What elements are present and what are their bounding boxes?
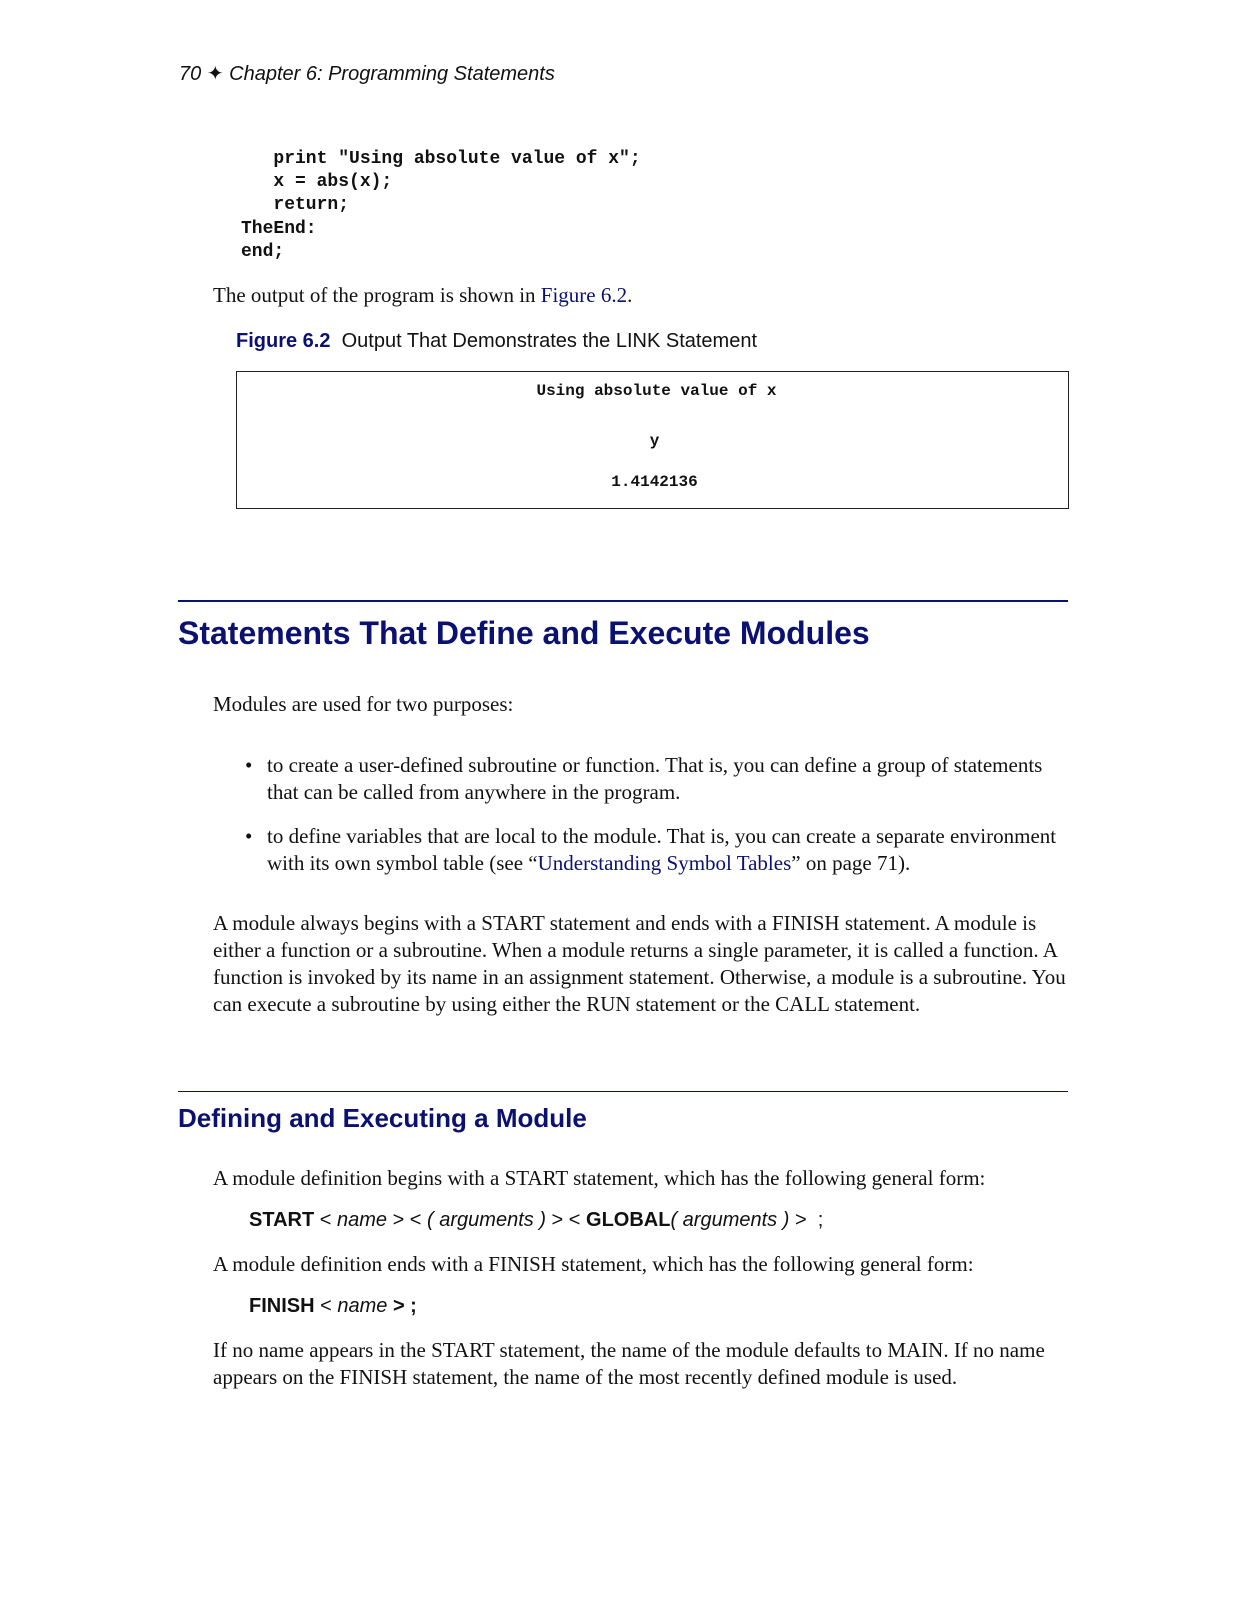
syntax-name: name	[336, 1209, 388, 1231]
bullet-marker: •	[245, 753, 253, 777]
syntax-terminator: > ;	[387, 1295, 417, 1317]
subsection-rule	[178, 1091, 1068, 1092]
syntax-bracket: <	[314, 1295, 338, 1317]
bullet-item	[267, 823, 1072, 877]
finish-syntax	[249, 1295, 417, 1318]
syntax-global-arguments: ( arguments )	[670, 1209, 790, 1231]
start-syntax	[249, 1209, 823, 1232]
output-intro-text: The output of the program is shown in	[213, 283, 541, 307]
start-intro: A module definition begins with a START statement, which has the following general form:	[213, 1166, 986, 1190]
output-value: 1.4142136	[611, 473, 698, 491]
section-heading: Statements That Define and Execute Modules	[178, 615, 870, 651]
code-line: x = abs(x);	[241, 172, 393, 192]
symbol-tables-link[interactable]: Understanding Symbol Tables	[537, 851, 792, 875]
output-intro-end: .	[627, 283, 633, 307]
modules-paragraph: A module always begins with a START statement and ends with a FINISH statement. A module is either a function or a subroutine. When a module returns a single parameter, it is called a function. A function is invoked by its name in an assignment statement. Otherwise, a module is a subroutine. You can execute a subroutine by using either the RUN statement or the CALL statement.	[213, 911, 1066, 1016]
separator-glyph: ✦	[206, 63, 224, 85]
start-keyword: START	[249, 1209, 315, 1231]
chapter-title: Chapter 6: Programming Statements	[229, 63, 555, 85]
figure-link[interactable]: Figure 6.2	[540, 283, 628, 307]
syntax-bracket: <	[314, 1209, 337, 1231]
code-line: return;	[241, 195, 350, 215]
output-column-header: y	[649, 432, 660, 450]
code-line: print "Using absolute value of x";	[241, 149, 641, 169]
code-line: TheEnd:	[241, 219, 317, 239]
figure-caption	[236, 330, 757, 353]
output-intro	[213, 282, 632, 309]
finish-keyword: FINISH	[249, 1295, 315, 1317]
figure-output-box	[236, 371, 1069, 509]
bullet-text: to define variables that are local to the module. That is, you can create a separate environment with its own symbol table (see “	[267, 824, 1057, 875]
finish-intro: A module definition ends with a FINISH statement, which has the following general form:	[213, 1252, 974, 1276]
global-keyword: GLOBAL	[586, 1209, 671, 1231]
syntax-terminator: > ;	[789, 1209, 824, 1231]
syntax-arguments: ( arguments )	[427, 1209, 546, 1231]
syntax-bracket: > <	[387, 1209, 428, 1231]
closing-paragraph: If no name appears in the START statement, the name of the module defaults to MAIN. If no name appears on the FINISH statement, the name of the most recently defined module is used.	[213, 1338, 1045, 1389]
figure-title: Output That Demonstrates the LINK Statement	[341, 330, 758, 352]
bullet-text-end: ” on page 71).	[791, 851, 911, 875]
output-line: Using absolute value of x	[536, 382, 777, 400]
subsection-heading: Defining and Executing a Module	[178, 1103, 587, 1133]
syntax-bracket: > <	[545, 1209, 587, 1231]
bullet-marker: •	[245, 824, 253, 848]
section-rule	[178, 600, 1068, 602]
bullet-item: to create a user-defined subroutine or function. That is, you can define a group of statements that can be called from anywhere in the program.	[267, 753, 1043, 804]
page-number: 70	[179, 63, 202, 85]
running-head	[179, 61, 555, 86]
syntax-name: name	[337, 1295, 388, 1317]
code-line: end;	[241, 242, 285, 262]
figure-label: Figure 6.2	[236, 330, 331, 352]
section-intro: Modules are used for two purposes:	[213, 692, 514, 716]
